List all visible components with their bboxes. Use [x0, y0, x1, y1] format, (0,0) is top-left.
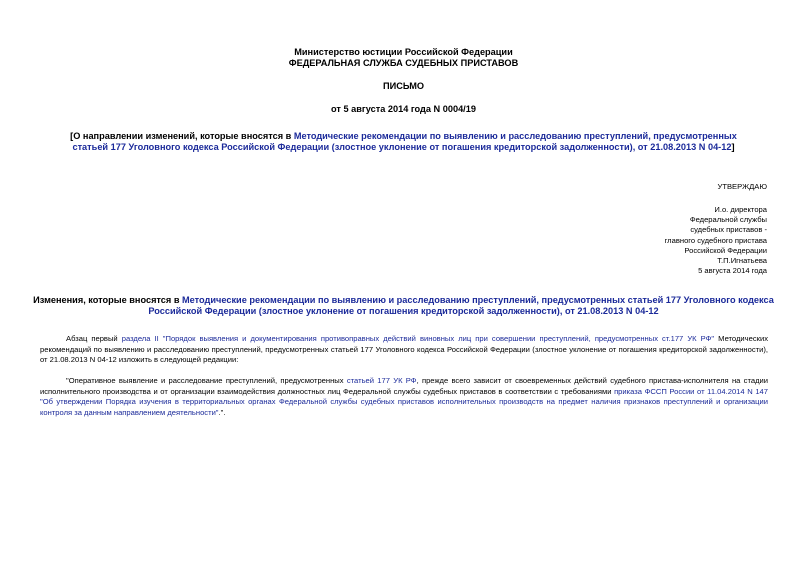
article-177-link[interactable]: статьей 177 УК РФ	[346, 376, 417, 385]
document-type: ПИСЬМО	[382, 81, 425, 91]
paragraph-first	[40, 334, 768, 366]
paragraph1-text: Абзац первый	[66, 334, 122, 343]
approval-line: судебных приставов -	[690, 225, 767, 235]
paragraph2-text-cont: , прежде всего зависит от своевременных действий судебного пристава-исполнителя на стадии исполнительного производства и от организации взаимодействия должностных лиц Федеральной службы судебных приставов в соответствии с требованиями	[40, 376, 769, 396]
approval-line: И.о. директора	[714, 205, 767, 214]
title-close: ]	[731, 142, 735, 152]
approve-label: УТВЕРЖДАЮ	[717, 182, 767, 191]
paragraph-second	[40, 376, 768, 418]
changes-heading-line2	[0, 306, 807, 317]
approval-line: Российской Федерации	[684, 245, 767, 255]
approval-line: 5 августа 2014 года	[698, 266, 767, 276]
changes-heading-link[interactable]: Методические рекомендации по выявлению и расследованию преступлений, предусмотренных статьей 177 Уголовного кодекса	[182, 295, 774, 305]
approval-line: Т.П.Игнатьева	[717, 256, 767, 266]
approval-line: Федеральной службы	[689, 215, 767, 225]
approval-signatory	[665, 205, 767, 276]
changes-heading-lead: Изменения, которые вносятся в	[33, 295, 183, 305]
paragraph2-text: "Оперативное выявление и расследование преступлений, предусмотренных	[66, 376, 347, 385]
title-open: [О направлении изменений, которые вносятся в	[70, 131, 294, 141]
paragraph1-text-cont: Методических рекомендаций по выявлению и расследованию преступлений, предусмотренных статьей 177 Уголовного кодекса Российской Федерации (злостное уклонение от погашения кредиторской задолженности), от 21.08.2013 N 04-12 изложить в следующей редакции:	[40, 334, 768, 365]
changes-heading-link-continued[interactable]: Российской Федерации (злостное уклонение от погашения кредиторской задолженности), от 21.08.2013 N 04-12	[148, 306, 659, 316]
document-title	[60, 131, 747, 153]
ministry-name: Министерство юстиции Российской Федерации	[294, 47, 513, 57]
paragraph2-text-end: .".	[218, 407, 226, 417]
approval-line: главного судебного пристава	[664, 235, 767, 245]
title-link-methodical-recommendations[interactable]: Методические рекомендации по выявлению и расследованию преступлений, предусмотренных статьей 177 Уголовного кодекса Российской Федерации (злостное уклонение от погашения кредиторской задолженности), от 21.08.2013 N 04-12	[72, 131, 737, 152]
service-name: ФЕДЕРАЛЬНАЯ СЛУЖБА СУДЕБНЫХ ПРИСТАВОВ	[288, 58, 519, 68]
changes-heading-line1	[0, 295, 807, 306]
fssp-order-147-link[interactable]: приказа ФССП России от 11.04.2014 N 147 "Об утверждении Порядка изучения в территориальных органах Федеральной службы судебных приставов исполнительных производств на предмет наличия признаков преступлений и организации контроля за данным направлением деятельности"	[40, 386, 768, 417]
section-ii-link[interactable]: раздела II "Порядок выявления и документирования противоправных действий виновных лиц при совершении преступлений, предусмотренных ст.177 УК РФ"	[121, 334, 715, 343]
document-date-number: от 5 августа 2014 года N 0004/19	[331, 104, 476, 114]
